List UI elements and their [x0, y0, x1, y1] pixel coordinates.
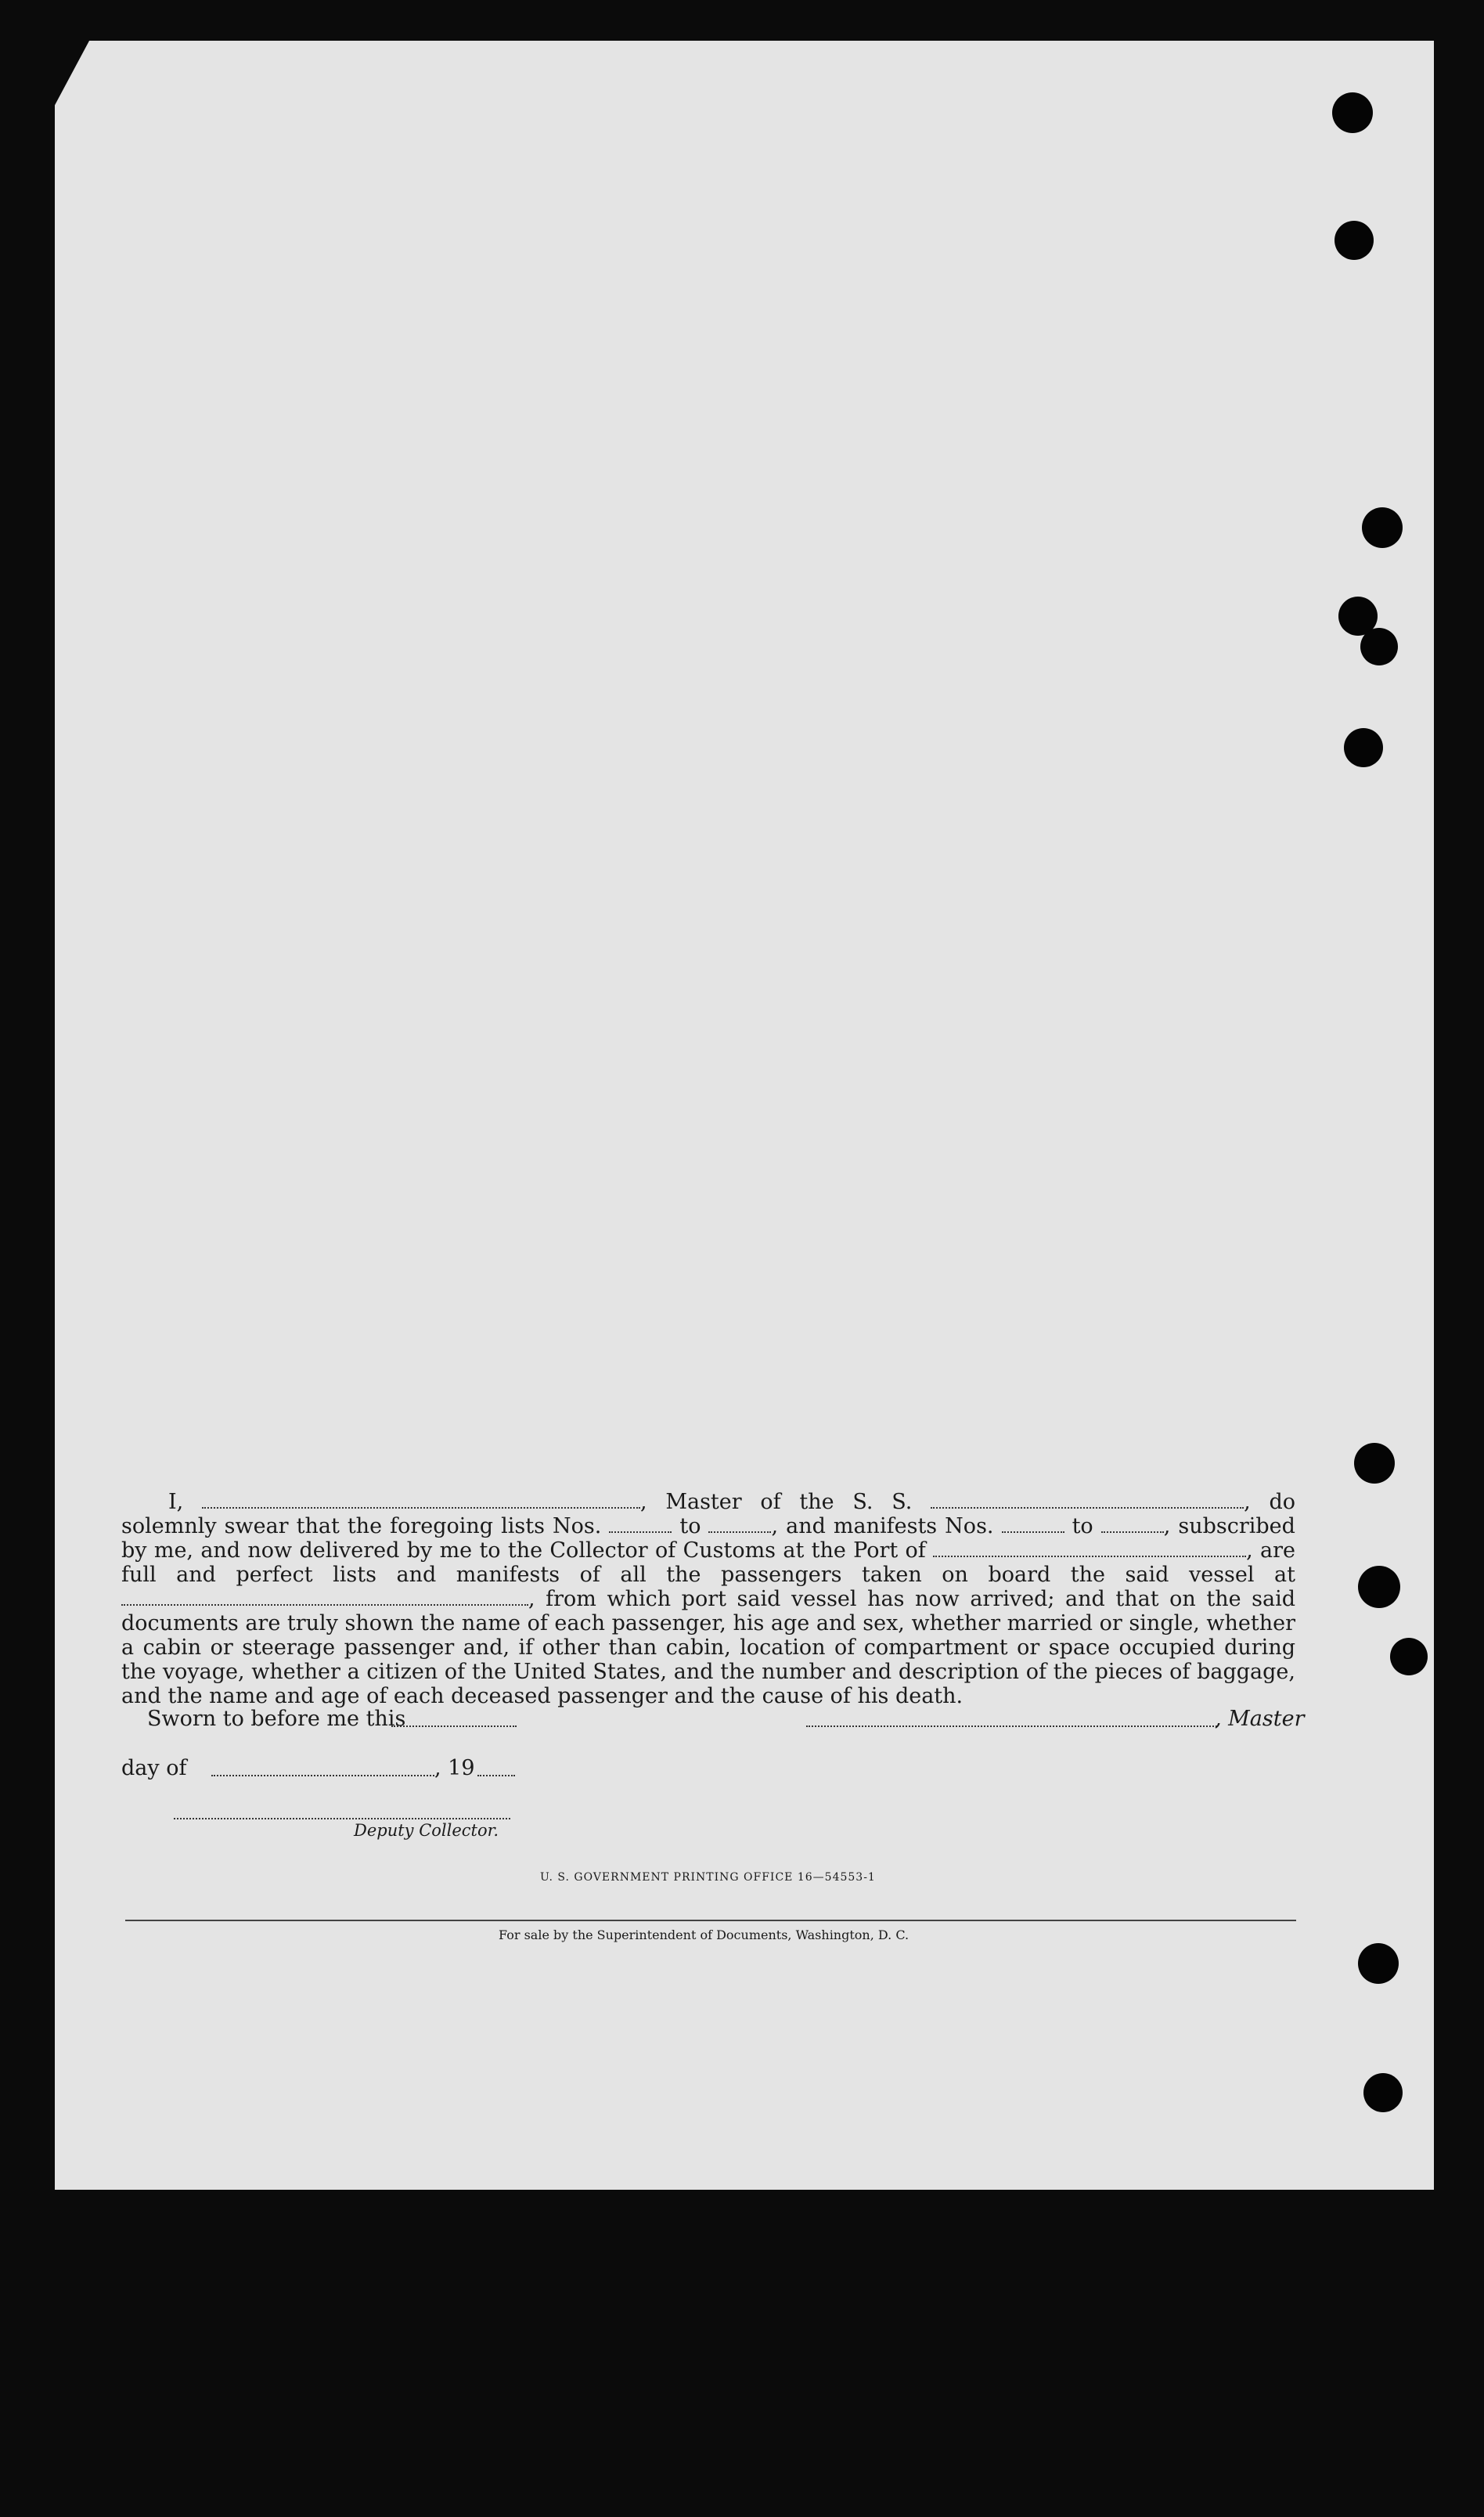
oath-text: to — [679, 1514, 701, 1538]
punch-hole — [1362, 507, 1403, 548]
oath-text: , subscribed by me, and now delivered by me to the Collector of Customs at the Port of — [121, 1514, 1295, 1563]
printing-office-line: U. S. GOVERNMENT PRINTING OFFICE 16—54553-1 — [540, 1871, 876, 1884]
oath-text: , from which port said vessel has now arrived; and that on the said documents are truly shown the name of each passenger, his age and sex, whether married or single, whether a cabin or steerage passenger and, if other than cabin, location of compartment or space occupied during the voyage, whether a citizen of the United States, and the number and description of the pieces of baggage, and the name and age of each deceased passenger and the cause of his death. — [121, 1587, 1295, 1708]
departure-port-blank — [121, 1588, 528, 1606]
manifest-to-blank — [1101, 1516, 1164, 1533]
master-label: , Master — [1215, 1707, 1305, 1731]
ship-name-blank — [931, 1491, 1244, 1509]
port-blank — [933, 1540, 1246, 1557]
punch-hole — [1332, 92, 1373, 133]
punch-hole — [1390, 1638, 1428, 1675]
sworn-label: Sworn to before me this — [147, 1707, 406, 1731]
oath-text: , Master of the S. S. — [640, 1490, 913, 1514]
footer-divider — [125, 1920, 1296, 1921]
punch-hole — [1344, 728, 1383, 767]
oath-text: , and manifests Nos. — [771, 1514, 994, 1538]
punch-hole — [1335, 221, 1374, 260]
punch-hole — [1358, 1943, 1399, 1984]
punch-hole — [1358, 1566, 1400, 1608]
punch-hole — [1354, 1443, 1395, 1484]
oath-text: to — [1072, 1514, 1093, 1538]
list-from-blank — [609, 1516, 672, 1533]
oath-text: , are full and perfect lists and manifests of all the passengers taken on board the said vessel at — [121, 1538, 1295, 1587]
year-label: , 19 — [434, 1756, 475, 1780]
deputy-collector-label: Deputy Collector. — [354, 1821, 499, 1840]
sale-notice: For sale by the Superintendent of Documents, Washington, D. C. — [499, 1927, 909, 1942]
list-to-blank — [708, 1516, 771, 1533]
manifest-from-blank — [1002, 1516, 1064, 1533]
sworn-date-blank — [391, 1710, 517, 1727]
day-of-label: day of — [121, 1756, 187, 1780]
document-page — [55, 41, 1434, 2190]
oath-text: , do solemnly swear that the foregoing lists Nos. — [121, 1490, 1295, 1538]
oath-paragraph — [121, 1490, 1295, 1708]
punch-hole — [1360, 628, 1398, 665]
master-signature-blank — [806, 1710, 1217, 1727]
oath-text: I, — [168, 1490, 184, 1514]
punch-hole — [1363, 2073, 1403, 2112]
master-name-blank — [202, 1491, 640, 1509]
year-blank — [477, 1759, 515, 1776]
day-blank — [211, 1759, 434, 1776]
deputy-signature-blank — [174, 1802, 510, 1819]
